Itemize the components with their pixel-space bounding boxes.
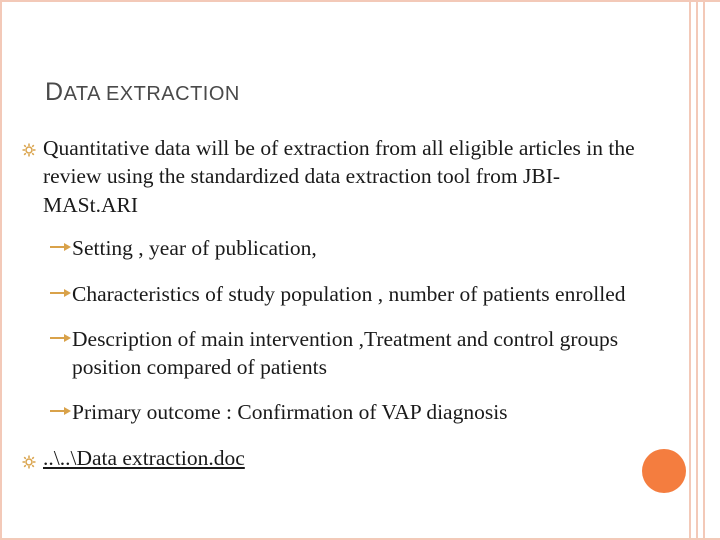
decorative-circle	[642, 449, 686, 493]
sub-bullet-text-2: Characteristics of study population , number of patients enrolled	[72, 282, 626, 306]
arrow-bullet-icon	[50, 406, 72, 416]
border-right-3	[703, 0, 705, 540]
sub-bullet-text-1: Setting , year of publication,	[72, 236, 317, 260]
border-right-1	[689, 0, 691, 540]
arrow-bullet-icon	[50, 288, 72, 298]
data-extraction-doc-link[interactable]: ..\..\Data extraction.doc	[43, 446, 245, 470]
border-right-2	[696, 0, 698, 540]
border-top	[0, 0, 720, 2]
border-left	[0, 0, 2, 540]
slide-title: DATA EXTRACTION	[45, 78, 240, 106]
sub-bullet-text-4: Primary outcome : Confirmation of VAP diagnosis	[72, 400, 508, 424]
arrow-bullet-icon	[50, 242, 72, 252]
bullet-text-1-line-2: review using the standardized data extraction tool from JBI-	[43, 164, 561, 188]
arrow-bullet-icon	[50, 333, 72, 343]
sun-bullet-icon	[22, 143, 36, 157]
sub-bullet-text-3-line-1: Description of main intervention ,Treatment and control groups	[72, 327, 619, 351]
bullet-text-1-line-3: MASt.ARI	[43, 193, 138, 217]
bullet-text-1-line-1: Quantitative data will be of extraction from all eligible articles in the	[43, 136, 635, 160]
sub-bullet-text-3-line-2: position compared of patients	[72, 355, 327, 379]
sun-bullet-icon	[22, 455, 36, 469]
